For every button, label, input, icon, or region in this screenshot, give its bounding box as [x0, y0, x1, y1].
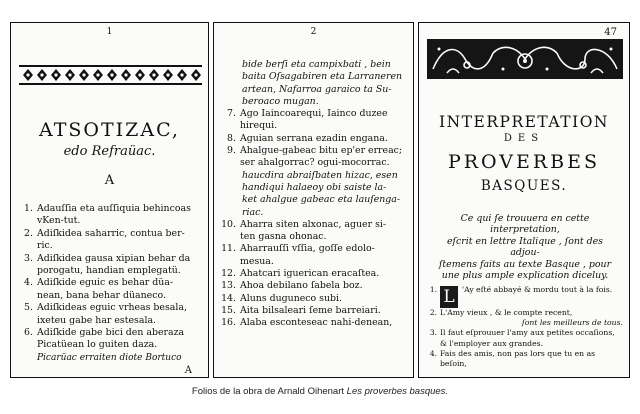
middle-page — [213, 22, 414, 378]
right-proverb-list — [427, 285, 623, 369]
catchword: A — [184, 365, 192, 376]
proverb-item: 1. Adauſſia eta auſſiquia behincoas vKen-tut. — [24, 203, 191, 227]
left-page-subtitle: edo Refraüac. — [63, 144, 156, 159]
right-folio: 47 — [604, 27, 617, 38]
left-page — [10, 22, 209, 378]
proverb-item: 14. Aluns duguneco subi. — [221, 292, 343, 304]
proverb-item: 3. Il faut eſprouuer l'amy aux petites occaſions, & l'employer aux grandes. — [429, 328, 615, 348]
headpiece-ornament-icon — [427, 39, 623, 79]
continued-text: bide berſi eta campixbati , bein baita Oſsagabiren eta Larraneren artean, Nafarroa garaico ta Su- beroaco mugan. — [242, 59, 403, 107]
right-page — [418, 22, 630, 378]
proverb-item: 2. Adiſkidea saharric, contua ber- ric. — [24, 227, 185, 252]
proverb-item: 10. Aharra siten alxonac, aguer si- ten gasna ohonac. — [221, 218, 387, 243]
proverb-gloss: ſont les meilleurs de tous. — [521, 318, 623, 328]
proverb-item: 4. Adiſkide eguic es behar düa- nean, bana behar düaneco. — [24, 277, 174, 301]
interpretation-intro: Ce qui ſe trouuera en cette interpretation, eſcrit en lettre Italique , ſont des adjou- ſtemens faits au texte Basque , pour une plus ample explication diceluy. — [438, 213, 612, 282]
proverb-item: 2. L'Amy vieux , & le compte recent, — [429, 308, 573, 317]
proverb-item: 9. Ahalgue-gabeac bitu ep'er erreac; ser ahalgorrac? ogui-mocorrac. — [227, 145, 403, 169]
proverb-item: 8. Aguian serrana ezadin engana. — [227, 132, 388, 144]
proverb-item: 1. L 'Ay eſté abbayé & mordu tout à la fois. — [429, 285, 613, 307]
left-folio: 1 — [106, 27, 113, 37]
right-title-line-2: DES — [503, 133, 545, 144]
proverb-item: 16. Alaba esconteseac nahi-denean, — [221, 317, 393, 329]
proverb-item: 6. Adiſkide gabe bici den aberaza Picatüean lo guiten daza. — [24, 327, 185, 351]
ornament-band-icon — [19, 63, 202, 87]
proverb-item: 11. Aharrauſſi vſſia, goſſe edolo- mesua. — [221, 243, 375, 267]
middle-folio: 2 — [310, 27, 317, 37]
right-title-line-1: INTERPRETATION — [439, 113, 609, 131]
proverb-item: 12. Ahatcari iguerican eracaſtea. — [221, 268, 380, 280]
proverb-item: 7. Ago Iaincoarequi, Iainco duzee hirequi. — [227, 108, 388, 132]
dropcap: L — [440, 286, 458, 308]
right-title-line-4: BASQUES. — [480, 178, 568, 194]
proverb-item: 15. Aita bilsaleari ſeme barreiari. — [221, 304, 381, 316]
proverb-item: 13. Ahoa debilano ſabela boz. — [221, 280, 363, 292]
proverb-item: 5. Adiſkideas eguic vrheas besala, ixeteu gabe har estesala. — [24, 302, 187, 326]
left-page-title: ATSOTIZAC, — [39, 119, 180, 141]
left-footer-line: Picarüac erraiten diote Bortuco — [37, 353, 182, 363]
figure-caption: Folios de la obra de Arnald Oihenart Les proverbes basques. — [191, 386, 449, 397]
right-title-line-3: PROVERBES — [447, 151, 601, 173]
proverb-item: 4. Fais des amis, non pas lors que tu en as beſoin, — [429, 348, 596, 369]
middle-proverb-list — [220, 59, 407, 330]
section-letter: A — [104, 173, 115, 188]
left-proverb-list — [17, 203, 202, 352]
proverb-gloss: haucdira abraiſbaten hizac, esen handiqui halaeoy obi saiste la- ket ahalgue gabeac eta lauſenga- riac. — [242, 169, 401, 218]
proverb-item: 3. Adiſkidea gausa xipian behar da porogatu, handian emplegatü. — [24, 252, 191, 277]
